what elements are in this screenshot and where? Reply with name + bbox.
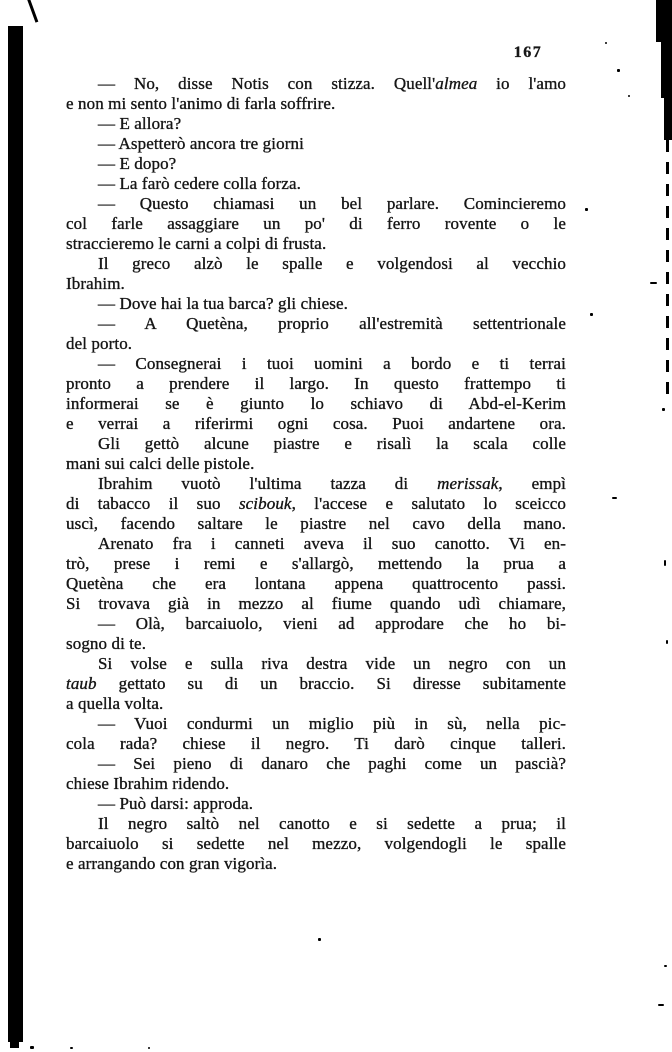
text-segment: Il negro saltò nel canotto e si sedette a prua; il [98,814,566,833]
text-line [66,494,566,514]
text-segment: — E dopo? [98,154,177,173]
text-line [66,574,566,594]
scan-speckle [612,497,617,499]
scan-speckle [664,560,666,566]
text-segment: di tabacco il suo [66,494,239,513]
text-line [66,274,566,294]
text-segment: Il greco alzò le spalle e volgendosi al vecchio [98,254,566,273]
text-line [66,634,566,654]
text-segment: — Vuoi condurmi un miglio più in sù, nella pic- [98,714,566,733]
text-segment: sogno di te. [66,634,147,653]
scan-speckle [70,1047,73,1049]
scan-speckle [658,1004,664,1006]
text-segment: chiese Ibrahim ridendo. [66,774,230,793]
italic-text-segment: merissak [437,474,499,493]
text-line [66,854,566,874]
text-segment: informerai se è giunto lo schiavo di Abd-el-Kerim [66,394,566,413]
text-segment: , empì [498,474,567,493]
text-segment: Gli gettò alcune piastre e risalì la scala colle [98,434,566,453]
text-segment: e non mi sento l'animo di farla soffrire. [66,94,336,113]
page-number: 167 [513,44,543,61]
text-line [66,794,566,814]
scan-speckle [664,965,667,967]
text-line [66,194,566,214]
text-segment: del porto. [66,334,133,353]
text-line [66,694,566,714]
text-line [66,134,566,154]
text-line [66,514,566,534]
text-line [66,254,566,274]
scan-speckle [662,408,665,411]
text-line [66,674,566,694]
scan-noise-streak [666,140,669,400]
text-segment: mani sui calci delle pistole. [66,454,255,473]
text-segment: straccieremo le carni a colpi di frusta. [66,234,327,253]
text-line [66,374,566,394]
text-line [66,314,566,334]
text-segment: — Consegnerai i tuoi uomini a bordo e ti terrai [98,354,566,373]
text-line [66,434,566,454]
scan-speckle [628,95,630,97]
scan-scratch-mark [27,0,38,23]
text-segment: , l'accese e salutato lo sceicco [291,494,566,513]
text-line [66,354,566,374]
text-segment: — Questo chiamasi un bel parlare. Comincieremo [98,194,566,213]
scan-speckle [148,1047,150,1049]
text-segment: cola rada? chiese il negro. Ti darò cinque talleri. [66,734,566,753]
text-line [66,594,566,614]
text-segment: Arenato fra i canneti aveva il suo canotto. Vi en- [98,534,566,553]
scan-speckle [590,313,593,316]
text-segment: col farle assaggiare un po' di ferro rovente o le [66,214,566,233]
text-segment: Si trovava già in mezzo al fiume quando udì chiamare, [66,594,566,613]
text-line [66,174,566,194]
scan-speckle [650,282,657,284]
text-segment: — La farò cedere colla forza. [98,174,301,193]
text-segment: — Aspetterò ancora tre giorni [98,134,304,153]
scan-speckle [318,938,321,941]
scanner-edge-bar [8,26,23,1042]
scan-noise-blotch [664,98,672,140]
text-segment: Si volse e sulla riva destra vide un negro con un [98,654,566,673]
italic-text-segment: scibouk [238,494,292,513]
text-line [66,654,566,674]
text-line [66,834,566,854]
text-line [66,74,566,94]
text-segment: e arrangando con gran vigorìa. [66,854,278,873]
text-segment: — Olà, barcaiuolo, vieni ad approdare che ho bi- [98,614,566,633]
scan-speckle [666,640,668,644]
text-segment: barcaiuolo si sedette nel mezzo, volgendogli le spalle [66,834,566,853]
scan-speckle [30,1046,34,1049]
scan-noise-blotch [656,0,672,42]
text-line [66,234,566,254]
scan-speckle [617,69,620,72]
text-segment: uscì, facendo saltare le piastre nel cavo della mano. [66,514,566,533]
italic-text-segment: taub [66,674,97,693]
text-segment: io l'amo [477,74,566,93]
text-block [66,74,566,874]
text-segment: — No, disse Notis con stizza. Quell' [98,74,436,93]
text-line [66,414,566,434]
text-line [66,714,566,734]
scan-speckle [585,208,588,211]
text-line [66,334,566,354]
text-segment: — A Quetèna, proprio all'estremità settentrionale [98,314,566,333]
text-line [66,754,566,774]
text-line [66,474,566,494]
text-segment: — E allora? [98,114,182,133]
italic-text-segment: almea [435,74,478,93]
text-line [66,614,566,634]
text-line [66,734,566,754]
scan-noise-blotch [661,42,672,98]
text-segment: e verrai a riferirmi ogni cosa. Puoi andartene ora. [66,414,566,433]
text-segment: — Può darsi: approda. [98,794,254,813]
text-segment: a quella volta. [66,694,164,713]
text-segment: Quetèna che era lontana appena quattrocento passi. [66,574,566,593]
text-line [66,214,566,234]
text-segment: trò, prese i remi e s'allargò, mettendo la prua a [66,554,566,573]
text-segment: Ibrahim vuotò l'ultima tazza di [98,474,438,493]
text-segment: gettato su di un braccio. Si diresse subitamente [96,674,566,693]
text-line [66,94,566,114]
text-line [66,454,566,474]
scan-speckle [605,42,607,44]
text-line [66,114,566,134]
text-line [66,154,566,174]
text-line [66,394,566,414]
text-line [66,774,566,794]
text-line [66,814,566,834]
text-segment: — Dove hai la tua barca? gli chiese. [98,294,348,313]
text-line [66,534,566,554]
text-line [66,554,566,574]
text-segment: pronto a prendere il largo. In questo frattempo ti [66,374,566,393]
text-segment: — Sei pieno di danaro che paghi come un pascià? [98,754,566,773]
text-segment: Ibrahim. [66,274,125,293]
scanner-edge-bar-tip [10,1042,19,1048]
text-line [66,294,566,314]
